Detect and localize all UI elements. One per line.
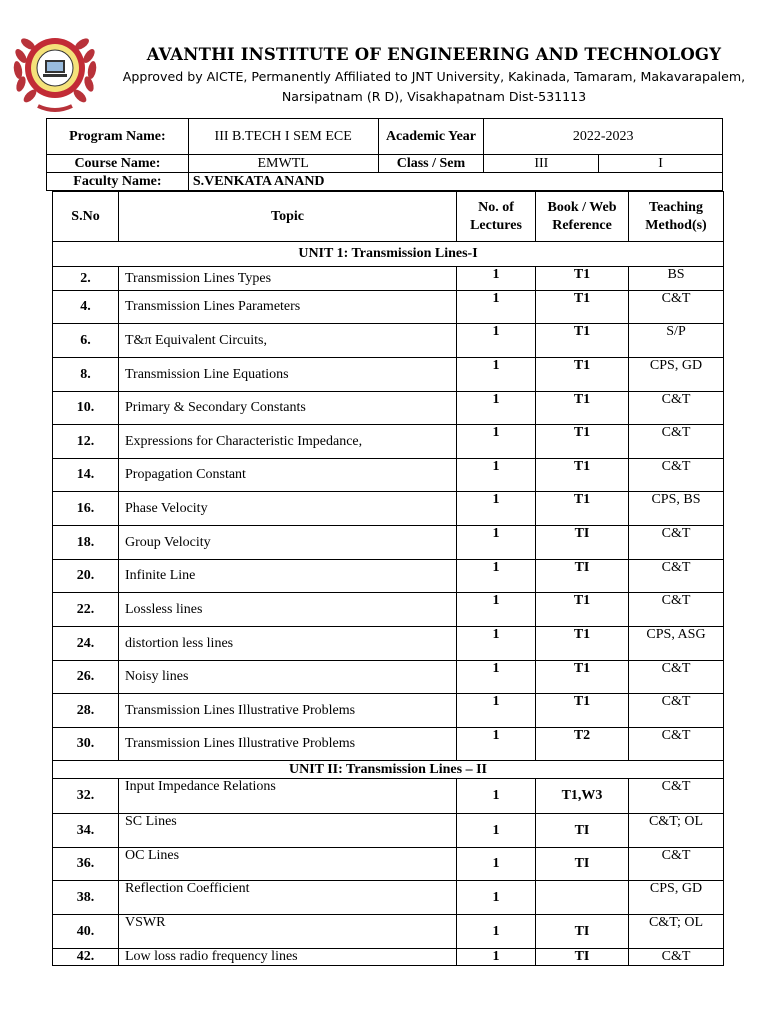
- institute-address-line-1: Approved by AICTE, Permanently Affiliated to JNT University, Kakinada, Tamaram, Makavarapalem,: [122, 69, 746, 84]
- book-reference-cell: TI: [536, 915, 629, 949]
- table-row: [53, 392, 724, 425]
- teaching-method-cell: CPS, GD: [629, 881, 724, 915]
- lectures-cell: 1: [457, 560, 536, 593]
- book-reference-cell: T1: [536, 392, 629, 425]
- lectures-cell: 1: [457, 593, 536, 627]
- sno-cell: 28.: [53, 694, 119, 728]
- teaching-method-cell: C&T: [629, 425, 724, 459]
- course-info-table: [46, 118, 723, 191]
- book-reference-cell: T1: [536, 492, 629, 526]
- sno-cell: 16.: [53, 492, 119, 526]
- sno-cell: 12.: [53, 425, 119, 459]
- topic-cell: Transmission Lines Parameters: [119, 291, 457, 324]
- sno-cell: 4.: [53, 291, 119, 324]
- topic-cell: VSWR: [119, 915, 457, 949]
- table-row: [53, 291, 724, 324]
- teaching-method-cell: CPS, GD: [629, 358, 724, 392]
- table-row: [53, 915, 724, 949]
- topic-cell: Noisy lines: [119, 661, 457, 694]
- sem-value: I: [599, 155, 723, 173]
- lectures-cell: 1: [457, 915, 536, 949]
- lectures-cell: 1: [457, 949, 536, 966]
- institute-name: AVANTHI INSTITUTE OF ENGINEERING AND TECHNOLOGY: [146, 45, 722, 64]
- col-header-lectures: No. of Lectures: [457, 192, 536, 242]
- college-emblem-icon: [8, 26, 102, 114]
- topic-cell: distortion less lines: [119, 627, 457, 661]
- table-row: [53, 593, 724, 627]
- class-sem-label: Class / Sem: [378, 155, 484, 173]
- book-reference-cell: [536, 881, 629, 915]
- col-header-sno: S.No: [53, 192, 119, 242]
- lectures-cell: 1: [457, 459, 536, 492]
- table-row: [53, 881, 724, 915]
- teaching-method-cell: C&T; OL: [629, 915, 724, 949]
- sno-cell: 2.: [53, 267, 119, 291]
- faculty-name-label: Faculty Name:: [47, 173, 189, 191]
- table-row: [53, 560, 724, 593]
- topic-cell: SC Lines: [119, 814, 457, 848]
- book-reference-cell: T2: [536, 728, 629, 761]
- teaching-method-cell: BS: [629, 267, 724, 291]
- book-reference-cell: TI: [536, 526, 629, 560]
- topic-cell: Input Impedance Relations: [119, 779, 457, 814]
- table-row: [53, 425, 724, 459]
- sno-cell: 30.: [53, 728, 119, 761]
- book-reference-cell: TI: [536, 848, 629, 881]
- topic-cell: Expressions for Characteristic Impedance,: [119, 425, 457, 459]
- teaching-method-cell: C&T: [629, 949, 724, 966]
- book-reference-cell: TI: [536, 560, 629, 593]
- sno-cell: 22.: [53, 593, 119, 627]
- sno-cell: 8.: [53, 358, 119, 392]
- book-reference-cell: T1: [536, 358, 629, 392]
- table-row: [53, 267, 724, 291]
- teaching-method-cell: C&T: [629, 728, 724, 761]
- book-reference-cell: T1: [536, 324, 629, 358]
- teaching-method-cell: C&T: [629, 661, 724, 694]
- topic-cell: Transmission Lines Types: [119, 267, 457, 291]
- course-name-value: EMWTL: [188, 155, 378, 173]
- topic-cell: Transmission Lines Illustrative Problems: [119, 728, 457, 761]
- teaching-method-cell: C&T: [629, 392, 724, 425]
- book-reference-cell: T1: [536, 593, 629, 627]
- book-reference-cell: TI: [536, 949, 629, 966]
- table-row: [53, 848, 724, 881]
- course-name-label: Course Name:: [47, 155, 189, 173]
- teaching-method-cell: C&T; OL: [629, 814, 724, 848]
- sno-cell: 42.: [53, 949, 119, 966]
- book-reference-cell: T1: [536, 627, 629, 661]
- academic-year-label: Academic Year: [378, 119, 484, 155]
- lectures-cell: 1: [457, 694, 536, 728]
- lesson-plan-table: [52, 191, 724, 966]
- book-reference-cell: TI: [536, 814, 629, 848]
- sno-cell: 38.: [53, 881, 119, 915]
- unit-title-row: [53, 761, 724, 779]
- topic-cell: Phase Velocity: [119, 492, 457, 526]
- book-reference-cell: T1: [536, 425, 629, 459]
- teaching-method-cell: S/P: [629, 324, 724, 358]
- teaching-method-cell: C&T: [629, 848, 724, 881]
- lectures-cell: 1: [457, 526, 536, 560]
- table-row: [53, 358, 724, 392]
- table-row: [53, 627, 724, 661]
- sno-cell: 10.: [53, 392, 119, 425]
- topic-cell: Infinite Line: [119, 560, 457, 593]
- book-reference-cell: T1: [536, 694, 629, 728]
- topic-cell: Group Velocity: [119, 526, 457, 560]
- program-name-value: III B.TECH I SEM ECE: [188, 119, 378, 155]
- topic-cell: Lossless lines: [119, 593, 457, 627]
- sno-cell: 26.: [53, 661, 119, 694]
- table-row: [53, 526, 724, 560]
- faculty-name-value: S.VENKATA ANAND: [188, 173, 722, 191]
- unit-title-row: [53, 242, 724, 267]
- lectures-cell: 1: [457, 358, 536, 392]
- teaching-method-cell: CPS, ASG: [629, 627, 724, 661]
- table-row: [53, 949, 724, 966]
- sno-cell: 34.: [53, 814, 119, 848]
- teaching-method-cell: C&T: [629, 779, 724, 814]
- topic-cell: OC Lines: [119, 848, 457, 881]
- table-row: [53, 779, 724, 814]
- topic-cell: Transmission Line Equations: [119, 358, 457, 392]
- class-value: III: [484, 155, 599, 173]
- table-row: [53, 661, 724, 694]
- table-row: [53, 459, 724, 492]
- col-header-book: Book / Web Reference: [536, 192, 629, 242]
- topic-cell: Propagation Constant: [119, 459, 457, 492]
- lectures-cell: 1: [457, 291, 536, 324]
- topic-cell: Reflection Coefficient: [119, 881, 457, 915]
- sno-cell: 40.: [53, 915, 119, 949]
- col-header-topic: Topic: [119, 192, 457, 242]
- teaching-method-cell: CPS, BS: [629, 492, 724, 526]
- teaching-method-cell: C&T: [629, 593, 724, 627]
- table-row: [53, 814, 724, 848]
- topic-cell: T&π Equivalent Circuits,: [119, 324, 457, 358]
- lectures-cell: 1: [457, 627, 536, 661]
- program-name-label: Program Name:: [47, 119, 189, 155]
- book-reference-cell: T1: [536, 459, 629, 492]
- lectures-cell: 1: [457, 881, 536, 915]
- book-reference-cell: T1,W3: [536, 779, 629, 814]
- sno-cell: 18.: [53, 526, 119, 560]
- teaching-method-cell: C&T: [629, 291, 724, 324]
- topic-cell: Low loss radio frequency lines: [119, 949, 457, 966]
- sno-cell: 36.: [53, 848, 119, 881]
- book-reference-cell: T1: [536, 661, 629, 694]
- sno-cell: 20.: [53, 560, 119, 593]
- table-header-row: [53, 192, 724, 242]
- sno-cell: 32.: [53, 779, 119, 814]
- lectures-cell: 1: [457, 814, 536, 848]
- lectures-cell: 1: [457, 779, 536, 814]
- book-reference-cell: T1: [536, 291, 629, 324]
- unit-title: UNIT II: Transmission Lines – II: [53, 761, 724, 779]
- lectures-cell: 1: [457, 492, 536, 526]
- table-row: [53, 492, 724, 526]
- lectures-cell: 1: [457, 425, 536, 459]
- sno-cell: 6.: [53, 324, 119, 358]
- table-row: [53, 694, 724, 728]
- lectures-cell: 1: [457, 392, 536, 425]
- col-header-method: Teaching Method(s): [629, 192, 724, 242]
- academic-year-value: 2022-2023: [484, 119, 723, 155]
- lectures-cell: 1: [457, 324, 536, 358]
- teaching-method-cell: C&T: [629, 694, 724, 728]
- lectures-cell: 1: [457, 661, 536, 694]
- teaching-method-cell: C&T: [629, 560, 724, 593]
- table-row: [53, 728, 724, 761]
- teaching-method-cell: C&T: [629, 459, 724, 492]
- lectures-cell: 1: [457, 267, 536, 291]
- sno-cell: 24.: [53, 627, 119, 661]
- topic-cell: Transmission Lines Illustrative Problems: [119, 694, 457, 728]
- lectures-cell: 1: [457, 728, 536, 761]
- institute-address-line-2: Narsipatnam (R D), Visakhapatnam Dist-531113: [281, 89, 587, 104]
- table-row: [53, 324, 724, 358]
- book-reference-cell: T1: [536, 267, 629, 291]
- topic-cell: Primary & Secondary Constants: [119, 392, 457, 425]
- sno-cell: 14.: [53, 459, 119, 492]
- lectures-cell: 1: [457, 848, 536, 881]
- unit-title: UNIT 1: Transmission Lines-I: [53, 242, 724, 267]
- teaching-method-cell: C&T: [629, 526, 724, 560]
